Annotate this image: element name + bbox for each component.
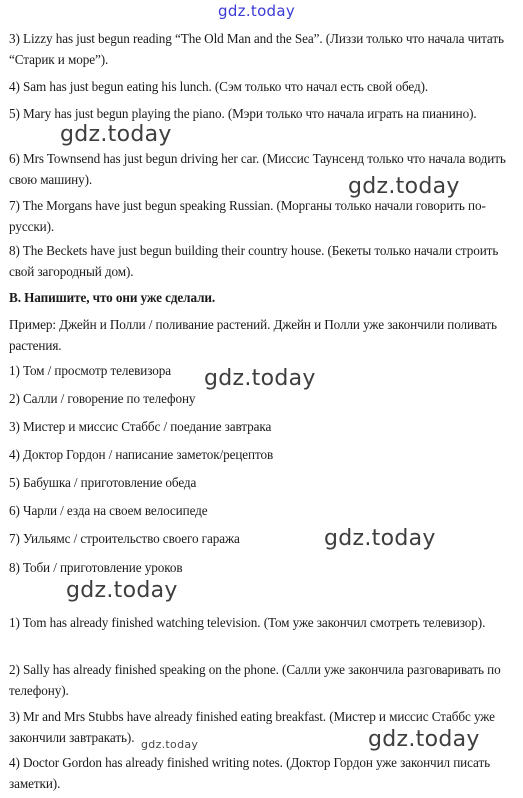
watermark: gdz.today [66,578,178,603]
task-item-3: 3) Мистер и миссис Стаббс / поедание завтрака [9,419,272,434]
section-b-heading: B. Напишите, что они уже сделали. [9,290,216,305]
paragraph-4-sam: 4) Sam has just begun eating his lunch. (Сэм только что начал есть свой обед). [9,79,429,94]
watermark: gdz.today [60,122,172,147]
watermark: gdz.today [348,174,460,199]
watermark: gdz.today [324,526,436,551]
watermark-small: gdz.today [141,738,199,751]
answer-3-stubbs: 3) Mr and Mrs Stubbs have already finished eating breakfast. (Мистер и миссис Стаббс уже закончили завтракать). [9,709,495,745]
task-item-5: 5) Бабушка / приготовление обеда [9,475,197,490]
example-paragraph: Пример: Джейн и Полли / поливание растений. Джейн и Полли уже закончили поливать растения. [9,317,497,353]
watermark: gdz.today [368,727,480,752]
watermark-top: gdz.today [218,2,296,20]
paragraph-7-morgans: 7) The Morgans have just begun speaking Russian. (Морганы только начали говорить по-русски). [9,198,486,234]
task-item-8: 8) Тоби / приготовление уроков [9,560,183,575]
answer-4-gordon: 4) Doctor Gordon has already finished writing notes. (Доктор Гордон уже закончил писать заметки). [9,755,491,791]
answer-1-tom: 1) Tom has already finished watching television. (Том уже закончил смотреть телевизор). [9,615,486,630]
watermark: gdz.today [204,366,316,391]
task-item-2: 2) Салли / говорение по телефону [9,391,196,406]
paragraph-6-townsend: 6) Mrs Townsend has just begun driving her car. (Миссис Таунсенд только что начала водить свою машину). [9,151,506,187]
paragraph-8-beckets: 8) The Beckets have just begun building their country house. (Бекеты только начали строить свой загородный дом). [9,243,499,279]
paragraph-3-lizzy: 3) Lizzy has just begun reading “The Old Man and the Sea”. (Лиззи только что начала читать “Старик и море”). [9,31,504,67]
paragraph-5-mary: 5) Mary has just begun playing the piano. (Мэри только что начала играть на пианино). [9,106,477,121]
task-item-7: 7) Уильямс / строительство своего гаража [9,531,240,546]
answer-2-sally: 2) Sally has already finished speaking on the phone. (Салли уже закончила разговаривать по телефону). [9,662,501,698]
task-item-1: 1) Том / просмотр телевизора [9,363,172,378]
task-item-4: 4) Доктор Гордон / написание заметок/рецептов [9,447,274,462]
task-item-6: 6) Чарли / езда на своем велосипеде [9,503,208,518]
